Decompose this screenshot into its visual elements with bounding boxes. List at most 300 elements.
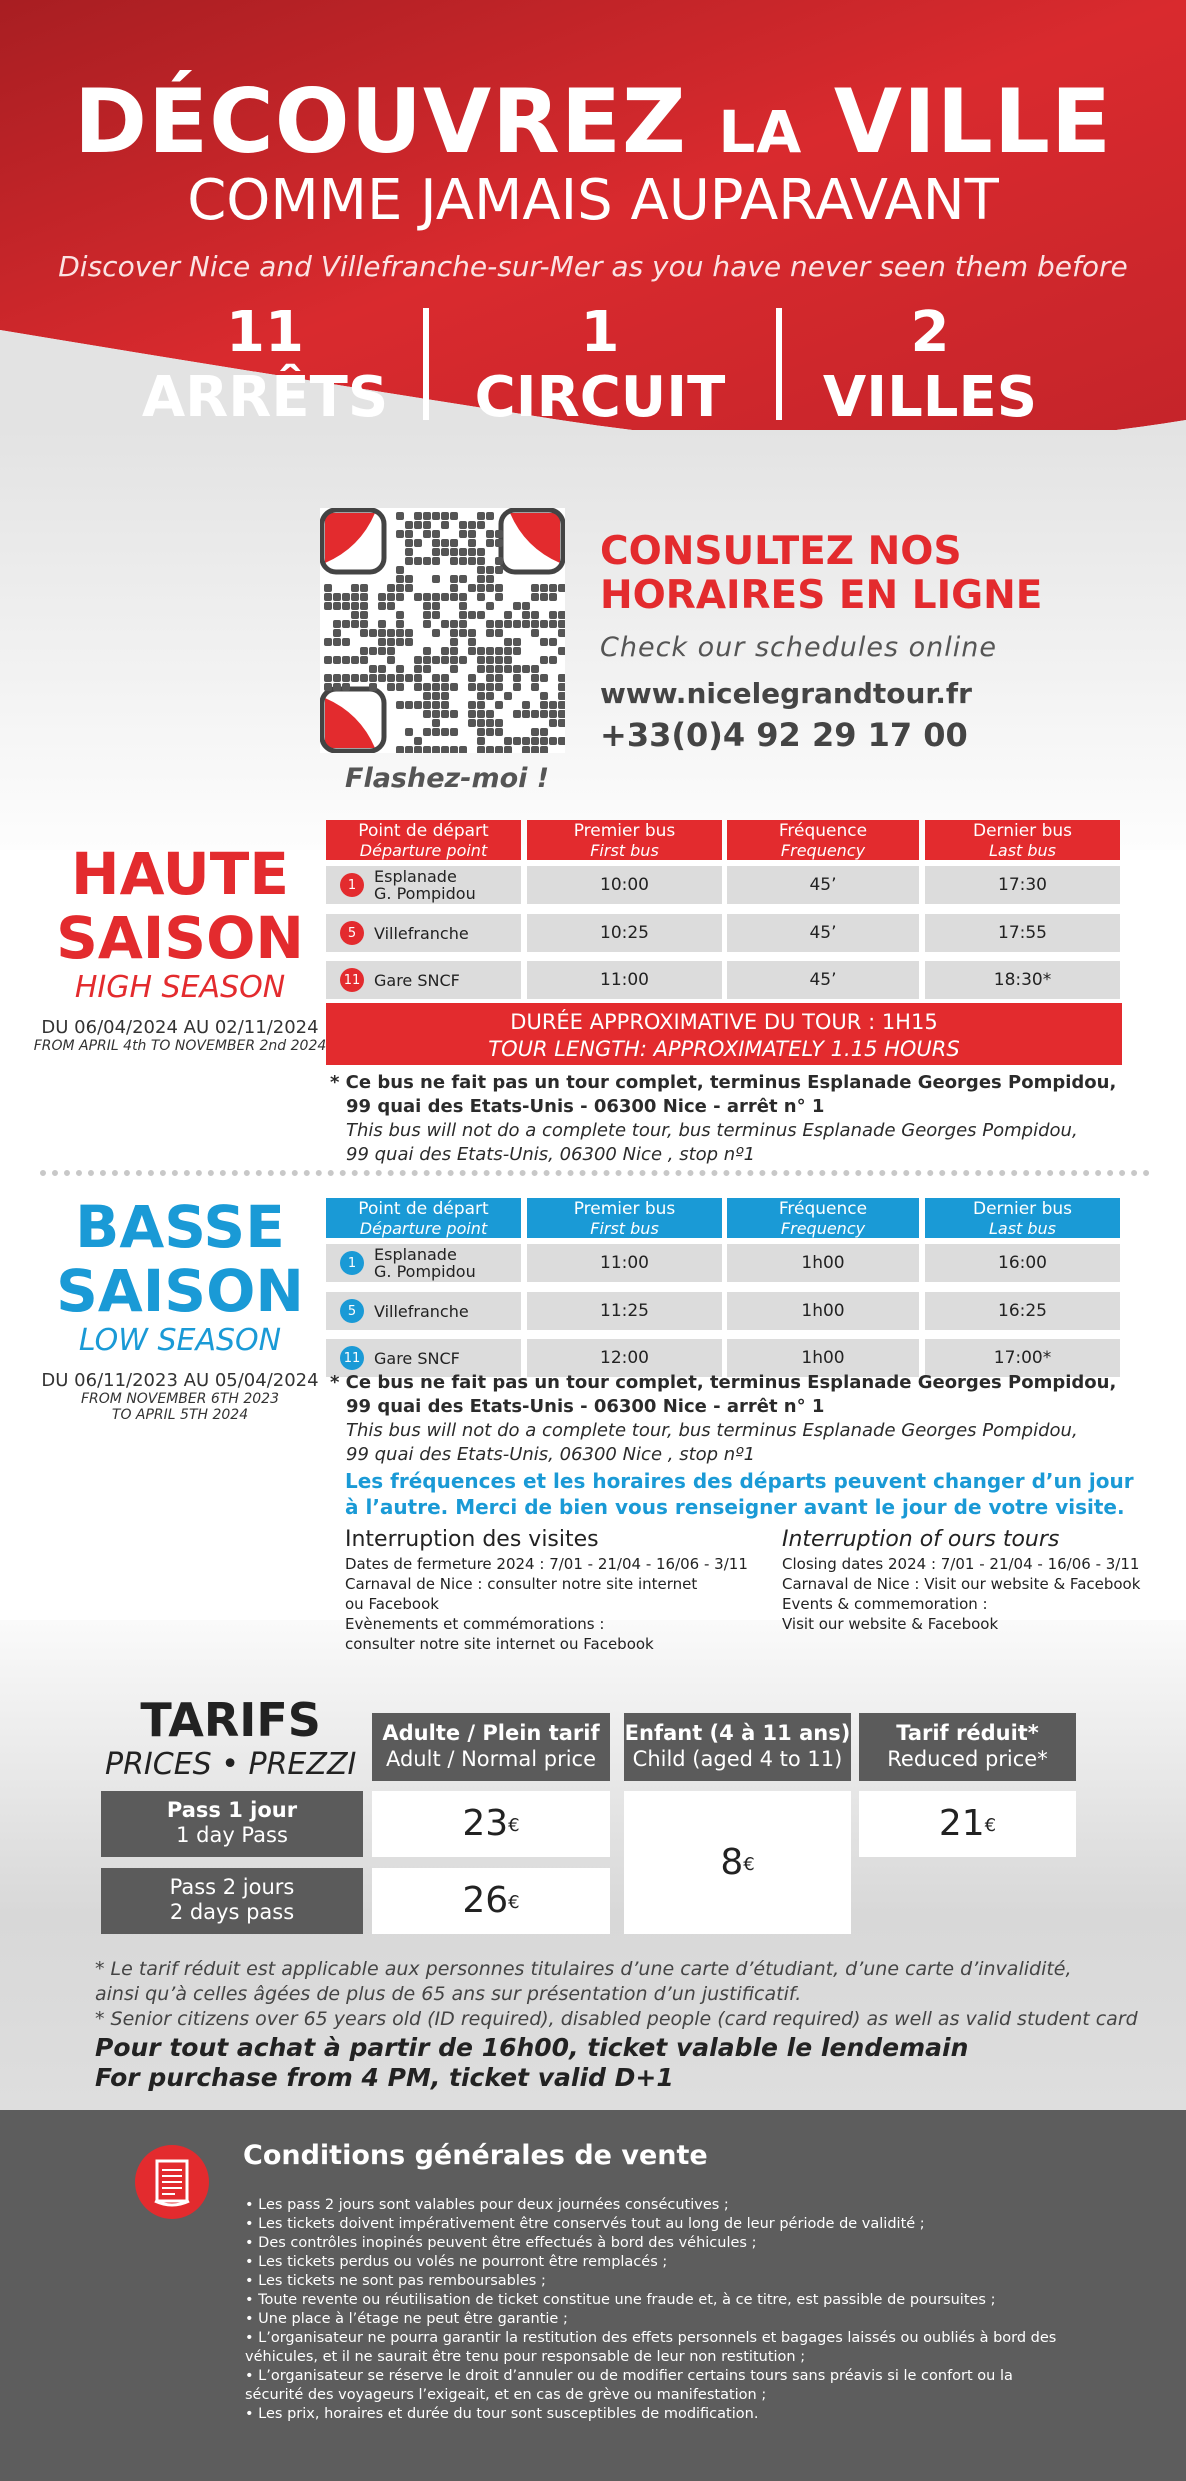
qr-module	[513, 710, 521, 718]
qr-module	[360, 674, 368, 682]
stop-name: Villefranche	[374, 923, 469, 943]
qr-module	[495, 728, 503, 736]
qr-module	[549, 584, 557, 592]
qr-module	[513, 638, 521, 646]
qr-module	[432, 674, 440, 682]
qr-module	[459, 656, 467, 664]
first-bus-cell: 11:00	[527, 1244, 722, 1282]
qr-module	[432, 683, 440, 691]
stop-number-badge: 1	[340, 873, 364, 897]
qr-module	[531, 728, 539, 736]
qr-module	[477, 593, 485, 601]
last-bus-cell: 17:55	[925, 914, 1120, 952]
first-bus-cell: 11:25	[527, 1292, 722, 1330]
qr-module	[378, 647, 386, 655]
stop-number-badge: 11	[340, 968, 364, 992]
low-season-note: * Ce bus ne fait pas un tour complet, terminus Esplanade Georges Pompidou, 99 quai des Etats-Unis - 06300 Nice - arrêt n° 1 This bus will not do a complete tour, bus terminus Esplanade Georges Pompidou, 99 quai des Etats-Unis, 06300 Nice , stop nº1	[330, 1372, 1117, 1465]
qr-module	[405, 521, 413, 529]
terms-item: • Une place à l’étage ne peut être garantie ;	[245, 2311, 568, 2327]
qr-module	[396, 584, 404, 592]
qr-module	[486, 530, 494, 538]
qr-module	[549, 701, 557, 709]
qr-module	[432, 575, 440, 583]
qr-module	[513, 737, 521, 745]
qr-module	[504, 620, 512, 628]
qr-module	[540, 701, 548, 709]
terms-item: • L’organisateur se réserve le droit d’annuler ou de modifier certains tours sans préavis si le confort ou la sécurité des voyageurs l’exigeait, et en cas de grève ou manifestation ;	[245, 2368, 1013, 2403]
qr-module	[369, 674, 377, 682]
qr-module	[459, 746, 467, 753]
qr-module	[450, 512, 458, 520]
qr-module	[468, 647, 476, 655]
qr-module	[477, 719, 485, 727]
document-icon	[135, 2145, 209, 2219]
qr-module	[351, 611, 359, 619]
qr-module	[477, 557, 485, 565]
qr-module	[477, 683, 485, 691]
qr-module	[396, 683, 404, 691]
terms-item: • L’organisateur ne pourra garantir la restitution des effets personnels et bagages laissés ou oubliés à bord des véhicules, et il ne saurait être tenu pour responsable de leur non restitution ;	[245, 2330, 1057, 2365]
last-bus-cell: 17:30	[925, 866, 1120, 904]
qr-module	[423, 683, 431, 691]
qr-module	[441, 746, 449, 753]
qr-module	[324, 593, 332, 601]
qr-module	[558, 647, 565, 655]
qr-module	[423, 728, 431, 736]
qr-module	[423, 611, 431, 619]
qr-module	[549, 611, 557, 619]
qr-module	[423, 656, 431, 664]
qr-module	[558, 710, 565, 718]
qr-module	[504, 665, 512, 673]
interruption-en: Interruption of ours tours Closing dates 2024 : 7/01 - 21/04 - 16/06 - 3/11 Carnaval de Nice : Visit our website & Facebook Events & commemoration : Visit our website & Facebook	[782, 1527, 1141, 1633]
qr-module	[369, 665, 377, 673]
qr-module	[405, 629, 413, 637]
qr-module	[531, 665, 539, 673]
qr-module	[441, 683, 449, 691]
qr-module	[468, 638, 476, 646]
qr-module	[477, 548, 485, 556]
qr-module	[549, 656, 557, 664]
qr-module	[486, 602, 494, 610]
qr-module	[423, 620, 431, 628]
qr-module	[522, 701, 530, 709]
price-header-child: Enfant (4 à 11 ans) Child (aged 4 to 11)	[624, 1713, 851, 1781]
qr-module	[486, 566, 494, 574]
qr-module	[486, 647, 494, 655]
qr-module	[378, 665, 386, 673]
high-season-note: * Ce bus ne fait pas un tour complet, terminus Esplanade Georges Pompidou, 99 quai des Etats-Unis - 06300 Nice - arrêt n° 1 This bus will not do a complete tour, bus terminus Esplanade Georges Pompidou, 99 quai des Etats-Unis, 06300 Nice , stop nº1	[330, 1072, 1117, 1165]
qr-module	[495, 746, 503, 753]
qr-module	[387, 638, 395, 646]
qr-module	[441, 548, 449, 556]
qr-module	[450, 557, 458, 565]
qr-module	[468, 710, 476, 718]
qr-module	[396, 701, 404, 709]
qr-module	[333, 656, 341, 664]
qr-module	[522, 665, 530, 673]
qr-module	[405, 575, 413, 583]
qr-module	[450, 746, 458, 753]
qr-module	[333, 602, 341, 610]
stop-name: Gare SNCF	[374, 1348, 460, 1368]
qr-module	[477, 737, 485, 745]
qr-module	[495, 566, 503, 574]
qr-module	[378, 620, 386, 628]
qr-module	[432, 710, 440, 718]
qr-module	[342, 674, 350, 682]
first-bus-cell: 10:00	[527, 866, 722, 904]
qr-module	[342, 638, 350, 646]
qr-module	[504, 638, 512, 646]
qr-module	[414, 683, 422, 691]
column-header: Point de départ Départure point	[326, 820, 521, 860]
qr-module	[531, 584, 539, 592]
qr-module	[459, 575, 467, 583]
qr-module	[414, 665, 422, 673]
hero-title: DÉCOUVREZ LA VILLE	[73, 70, 1113, 173]
consult-block	[600, 530, 1042, 754]
qr-module	[513, 683, 521, 691]
consult-heading-1: CONSULTEZ NOS	[600, 529, 962, 574]
qr-module	[513, 647, 521, 655]
qr-module	[441, 521, 449, 529]
qr-module	[531, 710, 539, 718]
qr-module	[324, 584, 332, 592]
qr-module	[468, 674, 476, 682]
qr-module	[441, 674, 449, 682]
stat-stops: 11 ARRÊTS	[141, 300, 389, 430]
price-reduced: 21€	[859, 1791, 1076, 1857]
qr-module	[486, 665, 494, 673]
qr-code[interactable]	[320, 508, 565, 753]
qr-module	[342, 683, 350, 691]
qr-module	[477, 692, 485, 700]
qr-module	[396, 512, 404, 520]
qr-module	[486, 584, 494, 592]
first-bus-cell: 10:25	[527, 914, 722, 952]
qr-module	[522, 602, 530, 610]
qr-module	[540, 746, 548, 753]
qr-module	[450, 593, 458, 601]
column-header: Point de départ Départure point	[326, 1198, 521, 1238]
qr-module	[459, 557, 467, 565]
qr-module	[486, 746, 494, 753]
last-bus-cell: 16:00	[925, 1244, 1120, 1282]
qr-module	[468, 719, 476, 727]
qr-module	[360, 584, 368, 592]
column-header: Fréquence Frequency	[727, 1198, 919, 1238]
qr-module	[405, 701, 413, 709]
qr-module	[513, 665, 521, 673]
qr-module	[558, 692, 565, 700]
qr-module	[324, 656, 332, 664]
qr-module	[495, 683, 503, 691]
qr-module	[441, 512, 449, 520]
qr-module	[558, 629, 565, 637]
qr-module	[423, 557, 431, 565]
consult-heading-2: HORAIRES EN LIGNE	[600, 573, 1043, 618]
qr-module	[495, 584, 503, 592]
qr-module	[558, 611, 565, 619]
qr-module	[495, 539, 503, 547]
column-header: Dernier bus Last bus	[925, 820, 1120, 860]
qr-module	[477, 521, 485, 529]
qr-module	[522, 620, 530, 628]
qr-module	[405, 584, 413, 592]
qr-module	[459, 611, 467, 619]
column-header: Fréquence Frequency	[727, 820, 919, 860]
price-header-adult: Adulte / Plein tarif Adult / Normal price	[372, 1713, 610, 1781]
qr-module	[414, 539, 422, 547]
qr-module	[468, 521, 476, 529]
qr-module	[468, 683, 476, 691]
qr-module	[351, 674, 359, 682]
flash-me-label: Flashez-moi !	[345, 763, 550, 794]
qr-module	[531, 674, 539, 682]
qr-module	[414, 656, 422, 664]
qr-module	[486, 629, 494, 637]
qr-module	[477, 566, 485, 574]
qr-module	[549, 620, 557, 628]
qr-module	[558, 701, 565, 709]
qr-module	[324, 674, 332, 682]
qr-module	[459, 530, 467, 538]
hero-stats	[0, 300, 1186, 430]
qr-module	[423, 647, 431, 655]
qr-module	[387, 602, 395, 610]
pass-2-days-label: Pass 2 jours 2 days pass	[101, 1868, 363, 1934]
qr-module	[423, 602, 431, 610]
terms-item: • Les tickets doivent impérativement être conservés tout au long de leur période de validité ;	[245, 2216, 925, 2232]
qr-module	[450, 620, 458, 628]
qr-module	[369, 683, 377, 691]
qr-module	[459, 602, 467, 610]
qr-module	[549, 719, 557, 727]
qr-module	[396, 575, 404, 583]
first-bus-cell: 12:00	[527, 1339, 722, 1377]
qr-module	[360, 620, 368, 628]
qr-module	[531, 746, 539, 753]
qr-module	[459, 620, 467, 628]
hero-subtitle: COMME JAMAIS AUPARAVANT	[187, 168, 999, 233]
qr-module	[423, 665, 431, 673]
qr-module	[396, 665, 404, 673]
qr-module	[522, 611, 530, 619]
frequency-cell: 1h00	[727, 1292, 919, 1330]
qr-module	[450, 683, 458, 691]
qr-module	[531, 737, 539, 745]
qr-module	[558, 674, 565, 682]
qr-module	[360, 602, 368, 610]
qr-module	[549, 593, 557, 601]
qr-module	[504, 647, 512, 655]
qr-module	[378, 593, 386, 601]
qr-module	[522, 737, 530, 745]
phone-number[interactable]: +33(0)4 92 29 17 00	[600, 716, 968, 754]
qr-module	[540, 620, 548, 628]
qr-module	[414, 557, 422, 565]
qr-module	[405, 728, 413, 736]
qr-module	[540, 674, 548, 682]
qr-module	[333, 674, 341, 682]
qr-module	[495, 557, 503, 565]
qr-module	[378, 674, 386, 682]
qr-module	[396, 638, 404, 646]
qr-code-image	[320, 508, 565, 753]
qr-module	[450, 665, 458, 673]
qr-module	[414, 512, 422, 520]
qr-module	[333, 620, 341, 628]
qr-module	[351, 602, 359, 610]
stop-cell	[326, 1244, 521, 1282]
qr-module	[477, 710, 485, 718]
frequency-cell: 1h00	[727, 1244, 919, 1282]
qr-module	[396, 746, 404, 753]
qr-module	[432, 746, 440, 753]
qr-module	[360, 647, 368, 655]
qr-module	[477, 701, 485, 709]
qr-module	[423, 530, 431, 538]
qr-module	[396, 674, 404, 682]
qr-module	[342, 656, 350, 664]
qr-module	[405, 530, 413, 538]
qr-module	[450, 638, 458, 646]
qr-module	[486, 674, 494, 682]
qr-module	[522, 746, 530, 753]
qr-module	[441, 710, 449, 718]
qr-module	[333, 629, 341, 637]
column-header: Premier bus First bus	[527, 1198, 722, 1238]
website-link[interactable]: www.nicelegrandtour.fr	[600, 677, 972, 710]
qr-module	[477, 665, 485, 673]
terms-item: • Les pass 2 jours sont valables pour deux journées consécutives ;	[245, 2197, 729, 2213]
qr-module	[468, 584, 476, 592]
terms-item: • Les tickets ne sont pas remboursables ;	[245, 2273, 546, 2289]
qr-module	[333, 638, 341, 646]
qr-module	[441, 701, 449, 709]
qr-module	[432, 728, 440, 736]
stat-divider	[776, 308, 782, 420]
qr-module	[432, 593, 440, 601]
qr-module	[486, 683, 494, 691]
qr-module	[558, 737, 565, 745]
terms-item: • Des contrôles inopinés peuvent être effectués à bord des véhicules ;	[245, 2235, 757, 2251]
consult-english: Check our schedules online	[600, 632, 997, 663]
purchase-validity-note: Pour tout achat à partir de 16h00, ticket valable le lendemain For purchase from 4 PM, ticket valid D+1	[95, 2033, 969, 2092]
qr-module	[432, 557, 440, 565]
pass-1-day-label: Pass 1 jour 1 day Pass	[101, 1791, 363, 1857]
hero-banner	[0, 0, 1186, 470]
column-header: Dernier bus Last bus	[925, 1198, 1120, 1238]
hero-tagline: Discover Nice and Villefranche-sur-Mer as you have never seen them before	[58, 250, 1128, 283]
qr-module	[387, 647, 395, 655]
qr-module	[495, 629, 503, 637]
stop-number-badge: 1	[340, 1251, 364, 1275]
qr-module	[405, 674, 413, 682]
qr-module	[342, 593, 350, 601]
qr-module	[387, 584, 395, 592]
qr-module	[414, 701, 422, 709]
qr-module	[369, 629, 377, 637]
prices-title: TARIFS PRICES • PREZZI	[105, 1693, 357, 1782]
stop-number-badge: 11	[340, 1346, 364, 1370]
qr-module	[396, 611, 404, 619]
qr-module	[396, 566, 404, 574]
qr-module	[513, 620, 521, 628]
stat-towns: 2 VILLES	[822, 300, 1038, 430]
qr-module	[342, 620, 350, 628]
qr-module	[540, 728, 548, 736]
last-bus-cell: 18:30*	[925, 961, 1120, 999]
qr-module	[360, 629, 368, 637]
qr-module	[540, 593, 548, 601]
qr-module	[324, 602, 332, 610]
stop-number-badge: 5	[340, 1299, 364, 1323]
qr-module	[468, 611, 476, 619]
qr-module	[477, 728, 485, 736]
qr-module	[504, 746, 512, 753]
column-header: Premier bus First bus	[527, 820, 722, 860]
terms-list	[245, 2196, 1065, 2424]
stop-cell	[326, 1292, 521, 1330]
terms-item: • Les prix, horaires et durée du tour sont susceptibles de modification.	[245, 2406, 759, 2422]
qr-module	[531, 683, 539, 691]
stop-cell	[326, 961, 521, 999]
qr-module	[495, 647, 503, 655]
qr-module	[540, 584, 548, 592]
qr-module	[486, 539, 494, 547]
qr-module	[405, 746, 413, 753]
qr-module	[558, 683, 565, 691]
qr-module	[405, 539, 413, 547]
stop-name: Esplanade G. Pompidou	[374, 1245, 476, 1281]
qr-module	[441, 656, 449, 664]
qr-module	[405, 548, 413, 556]
qr-module	[549, 737, 557, 745]
qr-module	[495, 665, 503, 673]
qr-module	[486, 710, 494, 718]
qr-module	[387, 593, 395, 601]
qr-module	[459, 548, 467, 556]
qr-module	[504, 611, 512, 619]
qr-module	[414, 593, 422, 601]
terms-item: • Les tickets perdus ou volés ne pourront être remplacés ;	[245, 2254, 668, 2270]
frequency-warning: Les fréquences et les horaires des départs peuvent changer d’un jour à l’autre. Merci de bien vous renseigner avant le jour de votre visite.	[345, 1469, 1134, 1519]
qr-module	[549, 638, 557, 646]
stat-divider	[423, 308, 429, 420]
frequency-cell: 45’	[727, 961, 919, 999]
qr-module	[378, 602, 386, 610]
qr-module	[333, 683, 341, 691]
qr-module	[342, 602, 350, 610]
qr-module	[396, 593, 404, 601]
price-adult-1day: 23€	[372, 1791, 610, 1857]
section-divider	[40, 1170, 1150, 1176]
qr-module	[531, 593, 539, 601]
stop-cell	[326, 866, 521, 904]
qr-module	[441, 593, 449, 601]
qr-module	[387, 674, 395, 682]
terms-title: Conditions générales de vente	[243, 2140, 708, 2171]
qr-module	[468, 629, 476, 637]
qr-module	[549, 710, 557, 718]
qr-module	[558, 620, 565, 628]
qr-module	[387, 629, 395, 637]
qr-module	[432, 602, 440, 610]
stop-name: Villefranche	[374, 1301, 469, 1321]
qr-module	[396, 620, 404, 628]
